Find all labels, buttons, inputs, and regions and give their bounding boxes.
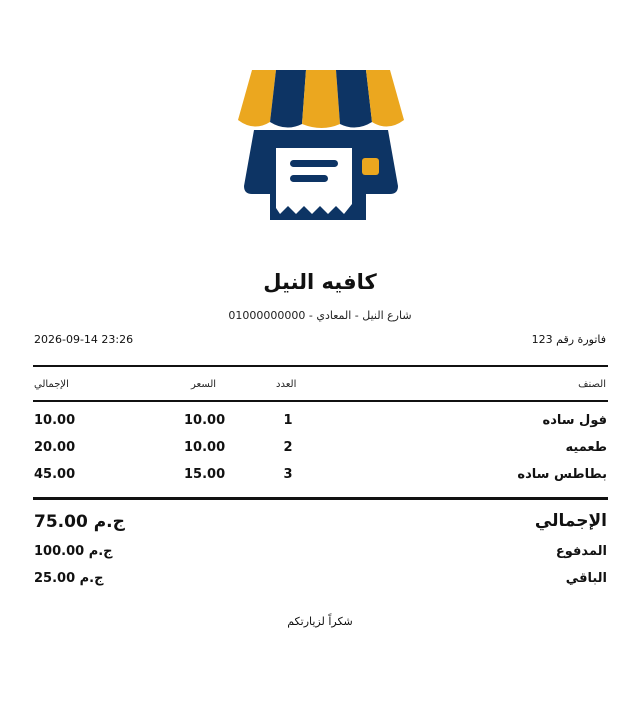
item-total: 10.00 [34,413,76,428]
table-row [0,413,640,433]
item-price: 10.00 [184,413,226,428]
grand-total-label: الإجمالي [534,511,607,531]
change-label: الباقي [565,571,607,586]
column-header-total: الإجمالي [34,379,69,390]
item-name: طعميه [565,440,607,455]
column-header-item: الصنف [578,379,606,390]
paid-value: ج.م 100.00 [34,544,113,559]
totals-divider [33,497,608,500]
item-name: فول ساده [542,413,607,428]
item-total: 45.00 [34,467,76,482]
shop-receipt-icon [234,68,408,224]
header-bottom-divider [33,400,608,402]
item-qty: 2 [283,440,293,455]
header-top-divider [33,365,608,367]
column-header-price: السعر [191,379,217,390]
invoice-datetime: 2026-09-14 23:26 [34,333,134,346]
item-qty: 1 [283,413,293,428]
paid-label: المدفوع [555,544,607,559]
invoice-number: فاتورة رقم 123 [531,333,606,346]
item-qty: 3 [283,467,293,482]
item-price: 15.00 [184,467,226,482]
table-row [0,440,640,460]
column-header-qty: العدد [276,379,297,390]
grand-total-value: ج.م 75.00 [34,512,125,532]
table-row [0,467,640,487]
shop-name: كافيه النيل [263,270,377,294]
item-price: 10.00 [184,440,226,455]
item-total: 20.00 [34,440,76,455]
thank-you-message: شكراً لزيارتكم [287,615,353,628]
item-name: بطاطس ساده [517,467,607,482]
change-value: ج.م 25.00 [34,571,104,586]
shop-address: شارع النيل - المعادي - 01000000000 [228,309,412,322]
